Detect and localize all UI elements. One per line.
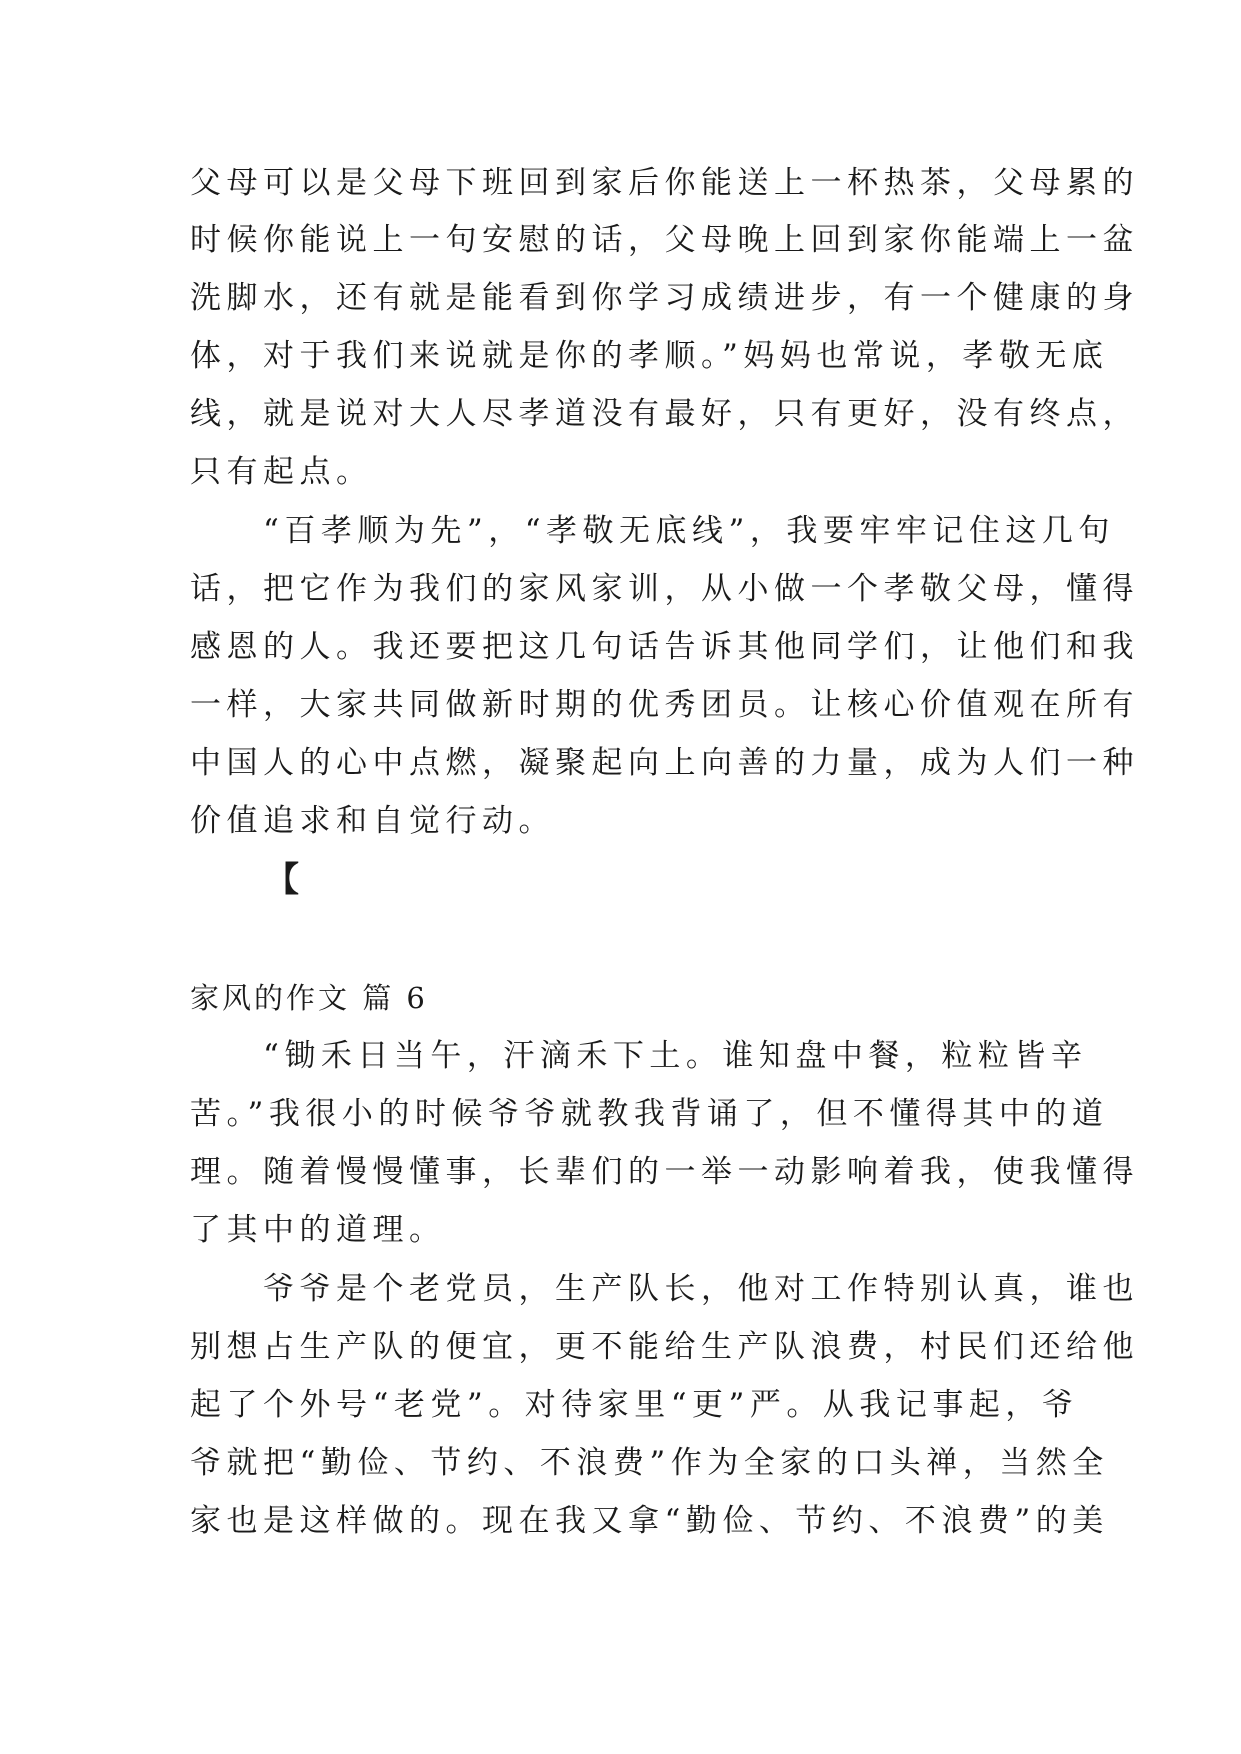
paragraph-1-line: 父母可以是父母下班回到家后你能送上一杯热茶，父母累的 xyxy=(190,165,1139,201)
paragraph-4-line: 爷就把“勤俭、节约、不浪费”作为全家的口头禅，当然全 xyxy=(190,1445,1109,1481)
paragraph-3-line: 苦。”我很小的时候爷爷就教我背诵了，但不懂得其中的道 xyxy=(190,1096,1109,1132)
paragraph-4-line: 家也是这样做的。现在我又拿“勤俭、节约、不浪费”的美 xyxy=(190,1503,1109,1539)
paragraph-1-line: 只有起点。 xyxy=(190,454,373,490)
paragraph-3-line: 理。随着慢慢懂事，长辈们的一举一动影响着我，使我懂得 xyxy=(190,1154,1139,1190)
paragraph-2-line: 话，把它作为我们的家风家训，从小做一个孝敬父母，懂得 xyxy=(190,571,1139,607)
paragraph-4-line: 起了个外号“老党”。对待家里“更”严。从我记事起，爷 xyxy=(190,1387,1079,1423)
bracket-mark: 【 xyxy=(265,860,299,900)
paragraph-2-line: 感恩的人。我还要把这几句话告诉其他同学们，让他们和我 xyxy=(190,629,1139,665)
paragraph-3-line: 了其中的道理。 xyxy=(190,1212,446,1248)
paragraph-4-line: 爷爷是个老党员，生产队长，他对工作特别认真，谁也 xyxy=(263,1271,1139,1307)
paragraph-2-line: 中国人的心中点燃，凝聚起向上向善的力量，成为人们一种 xyxy=(190,745,1139,781)
paragraph-1-line: 线，就是说对大人尽孝道没有最好，只有更好，没有终点， xyxy=(190,396,1139,432)
paragraph-1-line: 体，对于我们来说就是你的孝顺。”妈妈也常说，孝敬无底 xyxy=(190,338,1109,374)
section-title: 家风的作文 篇 6 xyxy=(190,981,428,1015)
paragraph-1-line: 时候你能说上一句安慰的话，父母晚上回到家你能端上一盆 xyxy=(190,222,1139,258)
paragraph-2-line: “百孝顺为先”，“孝敬无底线”，我要牢牢记住这几句 xyxy=(263,513,1115,549)
paragraph-3-line: “锄禾日当午，汗滴禾下土。谁知盘中餐，粒粒皆辛 xyxy=(263,1038,1088,1074)
paragraph-4-line: 别想占生产队的便宜，更不能给生产队浪费，村民们还给他 xyxy=(190,1329,1139,1365)
paragraph-1-line: 洗脚水，还有就是能看到你学习成绩进步，有一个健康的身 xyxy=(190,280,1139,316)
paragraph-2-line: 价值追求和自觉行动。 xyxy=(190,803,555,839)
paragraph-2-line: 一样，大家共同做新时期的优秀团员。让核心价值观在所有 xyxy=(190,687,1139,723)
